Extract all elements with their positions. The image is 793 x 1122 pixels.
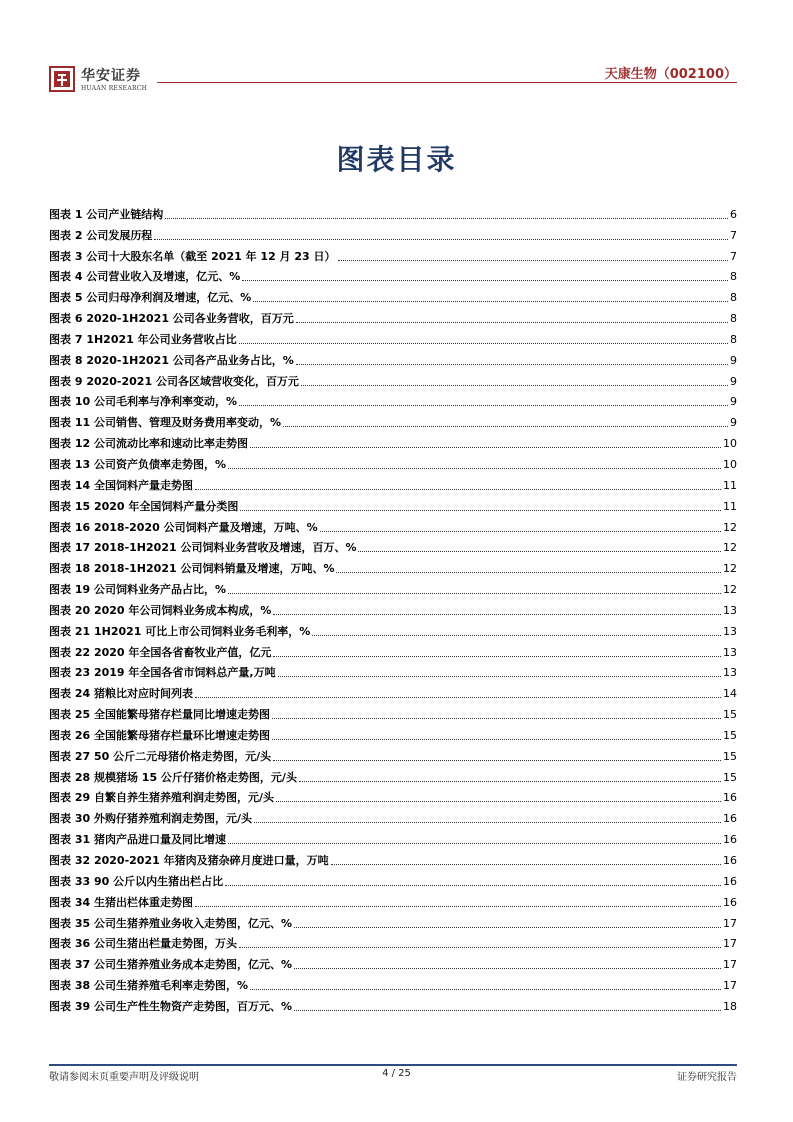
toc-entry-page[interactable]: 6: [730, 207, 737, 221]
toc-dot-leader: [239, 342, 728, 344]
toc-entry-page[interactable]: 12: [723, 562, 737, 576]
toc-entry-label[interactable]: 图表 16 2018-2020 公司饲料产量及增速，万吨、%: [49, 520, 318, 534]
toc-entry-page[interactable]: 17: [723, 958, 737, 972]
toc-entry-label[interactable]: 图表 38 公司生猪养殖毛利率走势图，%: [49, 979, 248, 993]
toc-entry-label[interactable]: 图表 20 2020 年公司饲料业务成本构成，%: [49, 603, 272, 617]
toc-entry[interactable]: [49, 639, 737, 660]
toc-entry-label[interactable]: 图表 30 外购仔猪养殖利润走势图，元/头: [49, 812, 252, 826]
toc-entry-page[interactable]: 16: [723, 874, 737, 888]
page-header: [49, 64, 737, 100]
toc-dot-leader: [273, 655, 721, 657]
toc-dot-leader: [273, 613, 721, 615]
toc-dot-leader: [296, 321, 728, 323]
toc-dot-leader: [228, 842, 721, 844]
toc-entry[interactable]: [49, 826, 737, 847]
toc-entry-page[interactable]: 10: [723, 437, 737, 451]
toc-entry[interactable]: [49, 264, 737, 285]
toc-entry-page[interactable]: 13: [723, 666, 737, 680]
toc-entry-page[interactable]: 17: [723, 979, 737, 993]
toc-dot-leader: [294, 967, 721, 969]
toc-dot-leader: [320, 530, 721, 532]
toc-dot-leader: [195, 488, 721, 490]
toc-entry-label[interactable]: 图表 14 全国饲料产量走势图: [49, 478, 193, 492]
toc-entry[interactable]: [49, 409, 737, 430]
toc-entry[interactable]: [49, 222, 737, 243]
toc-dot-leader: [250, 988, 721, 990]
company-name: 天康生物（002100）: [604, 67, 737, 82]
toc-entry-label[interactable]: 图表 32 2020-2021 年猪肉及猪杂碎月度进口量，万吨: [49, 854, 329, 867]
toc-entry[interactable]: [49, 951, 737, 972]
toc-entry-label[interactable]: 图表 23 2019 年全国各省市饲料总产量,万吨: [49, 666, 276, 680]
toc-entry[interactable]: [49, 868, 737, 889]
toc-dot-leader: [283, 425, 728, 427]
toc-dot-leader: [294, 1009, 721, 1011]
toc-entry[interactable]: [49, 680, 737, 701]
toc-entry-label[interactable]: 图表 27 50 公斤二元母猪价格走势图，元/头: [49, 749, 272, 763]
toc-entry-label[interactable]: 图表 13 公司资产负债率走势图，%: [49, 457, 226, 471]
toc-entry[interactable]: [49, 910, 737, 931]
toc-entry-label[interactable]: 图表 24 猪粮比对应时间列表: [49, 687, 193, 701]
toc-entry-page[interactable]: 18: [723, 999, 737, 1013]
toc-entry-page[interactable]: 9: [730, 416, 737, 430]
toc-entry[interactable]: [49, 243, 737, 264]
toc-entry-label[interactable]: 图表 9 2020-2021 公司各区域营收变化，百万元: [49, 374, 299, 388]
toc-entry-label[interactable]: 图表 5 公司归母净利润及增速，亿元、%: [49, 291, 252, 305]
toc-entry-page[interactable]: 16: [723, 854, 737, 867]
toc-dot-leader: [336, 571, 721, 573]
toc-entry[interactable]: [49, 701, 737, 722]
logo-subtitle: HUAAN RESEARCH: [81, 85, 148, 92]
toc-entry-label[interactable]: 图表 19 公司饲料业务产品占比，%: [49, 583, 226, 597]
toc-entry[interactable]: [49, 785, 737, 806]
toc-entry[interactable]: [49, 660, 737, 681]
toc-dot-leader: [154, 238, 728, 240]
toc-dot-leader: [301, 384, 728, 386]
toc-entry[interactable]: [49, 597, 737, 618]
toc-dot-leader: [358, 550, 721, 552]
toc-entry[interactable]: [49, 618, 737, 639]
table-of-figures: [49, 201, 737, 1014]
toc-dot-leader: [240, 509, 721, 511]
toc-entry[interactable]: [49, 472, 737, 493]
toc-dot-leader: [195, 905, 721, 907]
toc-dot-leader: [272, 738, 721, 740]
toc-dot-leader: [195, 696, 721, 698]
toc-entry-label[interactable]: 图表 17 2018-1H2021 公司饲料业务营收及增速，百万、%: [49, 541, 357, 555]
toc-entry-page[interactable]: 15: [723, 708, 737, 722]
toc-entry-label[interactable]: 图表 36 公司生猪出栏量走势图，万头: [49, 937, 237, 951]
toc-entry[interactable]: [49, 326, 737, 347]
toc-entry-page[interactable]: 17: [723, 916, 737, 930]
toc-entry-page[interactable]: 12: [723, 520, 737, 534]
toc-dot-leader: [273, 759, 721, 761]
toc-entry-label[interactable]: 图表 12 公司流动比率和速动比率走势图: [49, 437, 248, 451]
toc-entry-page[interactable]: 15: [723, 728, 737, 742]
toc-entry[interactable]: [49, 347, 737, 368]
toc-dot-leader: [242, 279, 728, 281]
toc-entry[interactable]: [49, 993, 737, 1014]
toc-entry-label[interactable]: 图表 37 公司生猪养殖业务成本走势图，亿元、%: [49, 958, 292, 972]
toc-entry-label[interactable]: 图表 10 公司毛利率与净利率变动，%: [49, 395, 237, 409]
toc-dot-leader: [331, 863, 721, 865]
toc-entry[interactable]: [49, 805, 737, 826]
toc-entry-page[interactable]: 9: [730, 395, 737, 409]
toc-entry-page[interactable]: 12: [723, 583, 737, 597]
toc-entry-page[interactable]: 13: [723, 645, 737, 659]
toc-entry-label[interactable]: 图表 4 公司营业收入及增速，亿元、%: [49, 270, 241, 284]
toc-entry-page[interactable]: 16: [723, 833, 737, 847]
page-title: 图表目录: [336, 143, 457, 176]
toc-entry-page[interactable]: 17: [723, 937, 737, 951]
toc-entry[interactable]: [49, 576, 737, 597]
toc-entry-page[interactable]: 16: [723, 791, 737, 805]
huaan-logo-icon: [49, 66, 75, 92]
toc-entry-label[interactable]: 图表 6 2020-1H2021 公司各业务营收，百万元: [49, 312, 294, 326]
toc-entry-label[interactable]: 图表 3 公司十大股东名单（截至 2021 年 12 月 23 日）: [49, 249, 336, 263]
toc-dot-leader: [239, 404, 728, 406]
toc-dot-leader: [250, 446, 721, 448]
toc-dot-leader: [299, 780, 721, 782]
toc-entry[interactable]: [49, 535, 737, 556]
toc-entry[interactable]: [49, 972, 737, 993]
toc-entry[interactable]: [49, 430, 737, 451]
toc-entry[interactable]: [49, 514, 737, 535]
footer-disclaimer: 敬请参阅末页重要声明及评级说明: [49, 1072, 199, 1083]
toc-entry-label[interactable]: 图表 8 2020-1H2021 公司各产品业务占比，%: [49, 353, 294, 367]
toc-entry-page[interactable]: 15: [723, 749, 737, 763]
toc-entry-page[interactable]: 7: [730, 228, 737, 242]
toc-entry[interactable]: [49, 201, 737, 222]
toc-entry[interactable]: [49, 368, 737, 389]
toc-entry-label[interactable]: 图表 39 公司生产性生物资产走势图，百万元、%: [49, 999, 292, 1013]
toc-entry-page[interactable]: 8: [730, 291, 737, 305]
toc-entry-page[interactable]: 10: [723, 457, 737, 471]
toc-entry-page[interactable]: 13: [723, 603, 737, 617]
toc-entry-label[interactable]: 图表 33 90 公斤以内生猪出栏占比: [49, 874, 224, 888]
toc-dot-leader: [225, 884, 721, 886]
toc-dot-leader: [228, 467, 721, 469]
toc-entry[interactable]: [49, 555, 737, 576]
toc-dot-leader: [228, 592, 721, 594]
toc-entry-page[interactable]: 12: [723, 541, 737, 555]
toc-entry-page[interactable]: 9: [730, 353, 737, 367]
toc-entry-label[interactable]: 图表 11 公司销售、管理及财务费用率变动，%: [49, 416, 281, 430]
toc-entry[interactable]: [49, 764, 737, 785]
toc-entry[interactable]: [49, 847, 737, 868]
toc-entry[interactable]: [49, 305, 737, 326]
page-number: 4 / 25: [382, 1068, 411, 1079]
toc-entry[interactable]: [49, 931, 737, 952]
toc-entry-label[interactable]: 图表 28 规模猪场 15 公斤仔猪价格走势图，元/头: [49, 770, 297, 784]
header-divider: [157, 82, 737, 83]
toc-entry-label[interactable]: 图表 31 猪肉产品进口量及同比增速: [49, 833, 226, 847]
toc-entry-page[interactable]: 8: [730, 332, 737, 346]
toc-dot-leader: [312, 634, 721, 636]
toc-entry-label[interactable]: 图表 26 全国能繁母猪存栏量环比增速走势图: [49, 728, 270, 742]
toc-dot-leader: [294, 926, 721, 928]
toc-entry-page[interactable]: 7: [730, 249, 737, 263]
toc-dot-leader: [278, 675, 721, 677]
toc-entry-label[interactable]: 图表 34 生猪出栏体重走势图: [49, 895, 193, 909]
toc-entry[interactable]: [49, 722, 737, 743]
toc-dot-leader: [165, 217, 728, 219]
report-type: 证券研究报告: [677, 1072, 737, 1083]
toc-entry[interactable]: [49, 493, 737, 514]
toc-entry-label[interactable]: 图表 7 1H2021 年公司业务营收占比: [49, 332, 237, 346]
toc-entry-label[interactable]: 图表 18 2018-1H2021 公司饲料销量及增速，万吨、%: [49, 562, 335, 576]
toc-entry-page[interactable]: 8: [730, 312, 737, 326]
toc-entry[interactable]: [49, 284, 737, 305]
toc-entry-label[interactable]: 图表 1 公司产业链结构: [49, 207, 164, 221]
toc-dot-leader: [276, 800, 721, 802]
footer-divider: [49, 1064, 737, 1066]
toc-entry-label[interactable]: 图表 35 公司生猪养殖业务收入走势图，亿元、%: [49, 916, 292, 930]
toc-entry-page[interactable]: 11: [723, 478, 737, 492]
toc-entry-label[interactable]: 图表 29 自繁自养生猪养殖利润走势图，元/头: [49, 791, 274, 805]
logo-text: 华安证券: [81, 68, 141, 84]
toc-dot-leader: [239, 946, 721, 948]
toc-entry[interactable]: [49, 889, 737, 910]
toc-dot-leader: [296, 363, 728, 365]
toc-entry-page[interactable]: 14: [723, 687, 737, 701]
toc-dot-leader: [253, 300, 728, 302]
toc-entry[interactable]: [49, 743, 737, 764]
toc-entry-label[interactable]: 图表 25 全国能繁母猪存栏量同比增速走势图: [49, 708, 270, 722]
toc-dot-leader: [338, 259, 728, 261]
toc-dot-leader: [254, 821, 721, 823]
toc-entry[interactable]: [49, 389, 737, 410]
toc-entry-page[interactable]: 16: [723, 812, 737, 826]
toc-dot-leader: [272, 717, 721, 719]
toc-entry-page[interactable]: 15: [723, 770, 737, 784]
toc-entry-page[interactable]: 16: [723, 895, 737, 909]
toc-entry-label[interactable]: 图表 2 公司发展历程: [49, 228, 153, 242]
toc-entry-label[interactable]: 图表 22 2020 年全国各省畜牧业产值，亿元: [49, 645, 272, 659]
toc-entry-label[interactable]: 图表 21 1H2021 可比上市公司饲料业务毛利率，%: [49, 624, 311, 638]
toc-entry-page[interactable]: 8: [730, 270, 737, 284]
toc-entry-page[interactable]: 9: [730, 374, 737, 388]
toc-entry[interactable]: [49, 451, 737, 472]
toc-entry-page[interactable]: 13: [723, 624, 737, 638]
toc-entry-page[interactable]: 11: [723, 499, 737, 513]
toc-entry-label[interactable]: 图表 15 2020 年全国饲料产量分类图: [49, 499, 239, 513]
